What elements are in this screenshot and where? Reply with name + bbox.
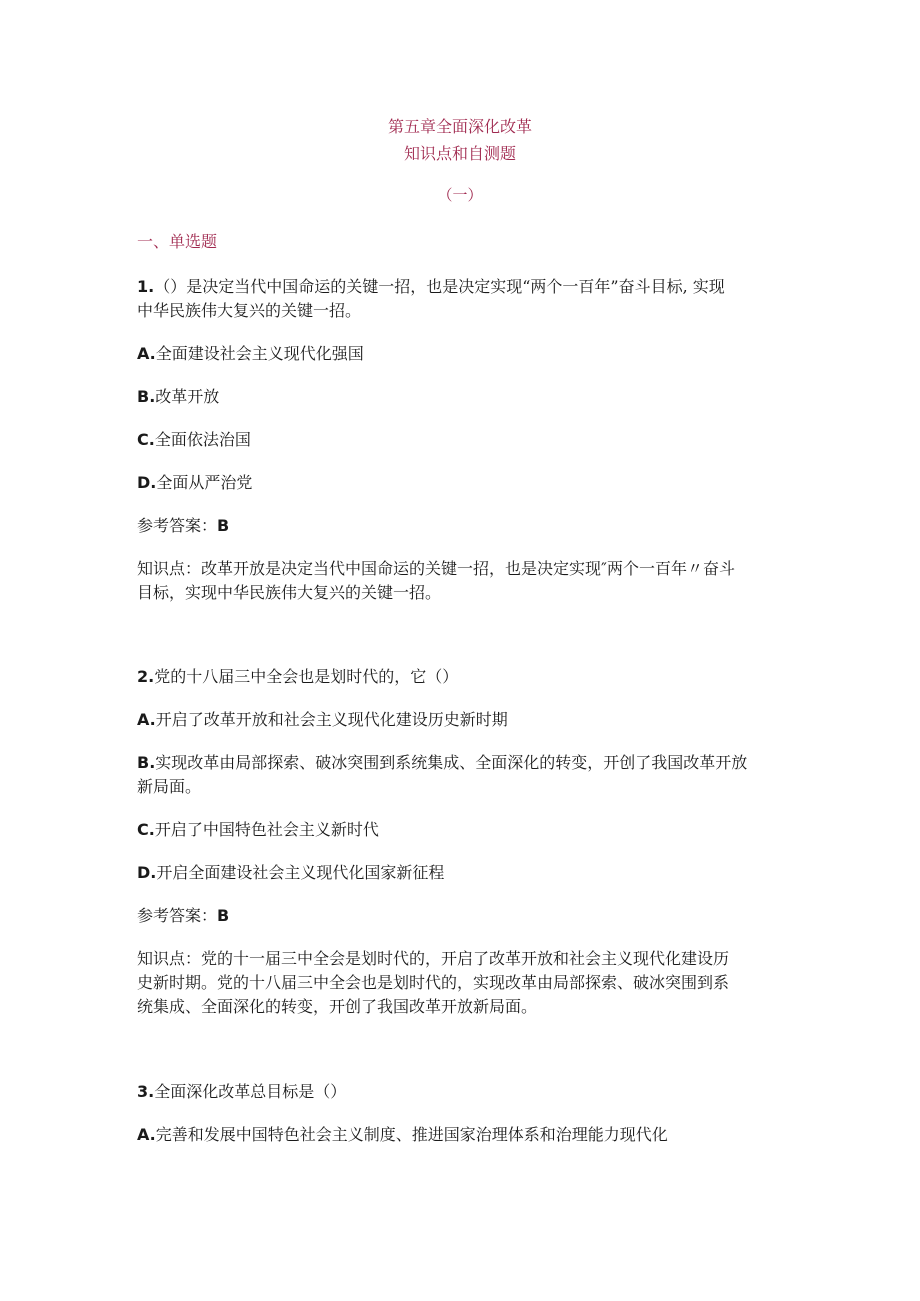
question-1-note-line2: 目标，实现中华民族伟大复兴的关键一招。: [137, 583, 442, 602]
option-text: 开启全面建设社会主义现代化国家新征程: [156, 863, 445, 882]
option-text: 全面从严治党: [156, 473, 253, 492]
question-1-option-c: [137, 429, 251, 451]
option-key: A.: [137, 344, 156, 363]
option-key: D.: [137, 473, 157, 492]
question-number: 3.: [137, 1082, 155, 1101]
question-1-stem-cont: 中华民族伟大复兴的关键一招。: [137, 301, 362, 320]
option-text: 全面依法治国: [154, 430, 251, 449]
section-heading: 一、单选题: [137, 232, 218, 251]
question-1-option-a: [137, 343, 364, 365]
option-text: 开启了改革开放和社会主义现代化建设历史新时期: [155, 710, 508, 729]
question-1-option-d: [137, 472, 252, 494]
option-key: B.: [137, 753, 156, 772]
question-2-stem: [137, 666, 458, 688]
question-2-option-a: [137, 709, 508, 731]
chapter-title: 第五章全面深化改革: [387, 117, 532, 136]
option-text: 完善和发展中国特色社会主义制度、推进国家治理体系和治理能力现代化: [155, 1125, 668, 1144]
question-2-answer: [137, 905, 229, 927]
option-key: B.: [137, 387, 156, 406]
option-text: 全面建设社会主义现代化强国: [155, 344, 364, 363]
option-key: C.: [137, 820, 155, 839]
question-2-note-line2: 史新时期。党的十八届三中全会也是划时代的，实现改革由局部探索、破冰突围到系: [137, 973, 730, 992]
chapter-subtitle: 知识点和自测题: [403, 144, 516, 163]
question-1-stem: [137, 276, 725, 298]
question-text: （）是决定当代中国命运的关键一招，也是决定实现“两个一百年”奋斗目标, 实现: [154, 277, 725, 296]
part-label: （一）: [437, 186, 483, 204]
option-key: C.: [137, 430, 155, 449]
question-2-note-line3: 统集成、全面深化的转变，开创了我国改革开放新局面。: [137, 997, 538, 1016]
question-1-option-b: [137, 386, 219, 408]
question-1-answer: [137, 515, 229, 537]
question-2-option-d: [137, 862, 444, 884]
question-3-stem: [137, 1081, 346, 1103]
option-key: A.: [137, 710, 156, 729]
answer-value: B: [217, 906, 230, 925]
answer-value: B: [217, 516, 230, 535]
option-key: A.: [137, 1125, 156, 1144]
question-2-option-b: [137, 752, 747, 774]
answer-label: 参考答案：: [137, 516, 218, 535]
option-text: 改革开放: [155, 387, 220, 406]
answer-label: 参考答案：: [137, 906, 218, 925]
question-2-option-c: [137, 819, 379, 841]
question-1-note-line1: 知识点：改革开放是决定当代中国命运的关键一招，也是决定实现″两个一百年〃奋斗: [137, 559, 735, 578]
question-text: 党的十八届三中全会也是划时代的，它（）: [154, 667, 459, 686]
option-text: 开启了中国特色社会主义新时代: [154, 820, 379, 839]
question-2-option-b-cont: 新局面。: [137, 777, 202, 796]
option-text: 实现改革由局部探索、破冰突围到系统集成、全面深化的转变，开创了我国改革开放: [155, 753, 748, 772]
question-number: 1.: [137, 277, 155, 296]
question-2-note-line1: 知识点：党的十一届三中全会是划时代的，开启了改革开放和社会主义现代化建设历: [137, 949, 730, 968]
question-text: 全面深化改革总目标是（）: [154, 1082, 347, 1101]
question-3-option-a: [137, 1124, 668, 1146]
option-key: D.: [137, 863, 157, 882]
question-number: 2.: [137, 667, 155, 686]
